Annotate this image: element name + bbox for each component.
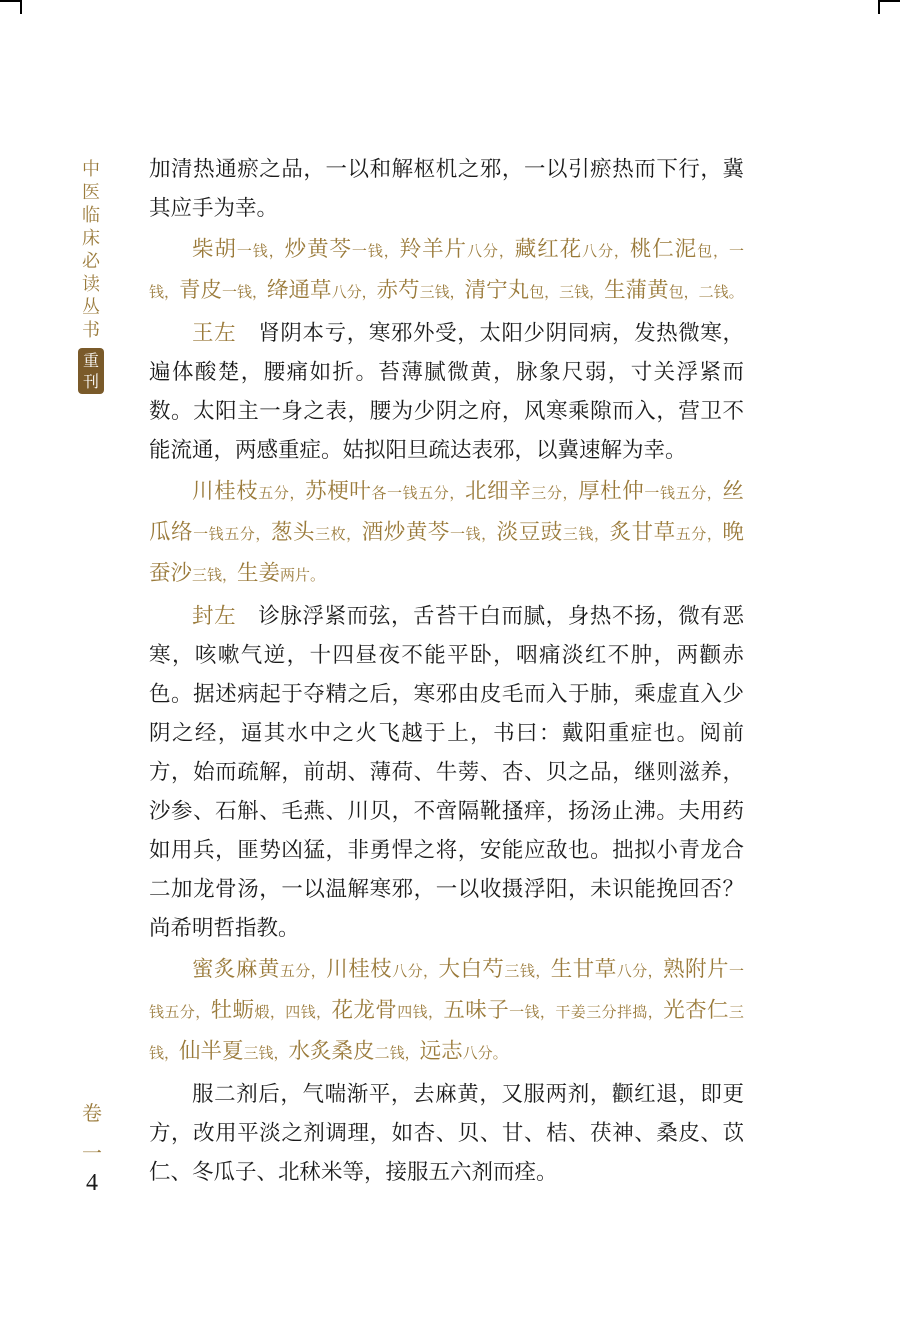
herb-name: 炙甘草 (609, 520, 676, 545)
herb-name: 熟附片 (663, 957, 729, 982)
herb-name: 仙半夏 (179, 1039, 244, 1064)
herb-name: 生蒲黄 (604, 278, 669, 303)
herb-name: 厚杜仲 (578, 479, 645, 504)
volume-label (80, 1093, 104, 1173)
herb-dose: 八分， (582, 242, 630, 260)
herb-dose: 各一钱五分， (371, 484, 465, 502)
herb-dose: 三钱， (149, 1003, 744, 1062)
herb-name: 川桂枝 (326, 957, 393, 982)
patient-name: 王左 (192, 321, 237, 346)
herb-name: 生甘草 (550, 957, 617, 982)
herb-name: 五味子 (443, 998, 510, 1023)
herb-dose: 一钱，干姜三分拌捣， (509, 1003, 664, 1021)
paragraph: 服二剂后，气喘渐平，去麻黄，又服两剂，颧红退，即更方，改用平淡之剂调理，如杏、贝、甘、桔、茯神、桑皮、苡仁、冬瓜子、北秫米等，接服五六剂而痊。 (149, 1082, 744, 1185)
herb-name: 川桂枝 (192, 479, 259, 504)
herb-name: 光杏仁 (663, 998, 729, 1023)
seal-char: 刊 (82, 372, 99, 391)
series-title-char: 床 (82, 228, 100, 249)
herb-name: 水炙桑皮 (288, 1039, 375, 1064)
herb-dose: 三钱， (192, 566, 238, 584)
herb-name: 青皮 (179, 278, 223, 303)
herb-dose: 一钱， (236, 242, 285, 260)
seal-char: 重 (82, 351, 99, 370)
crop-mark (880, 0, 900, 2)
herb-dose: 八分， (616, 962, 664, 980)
series-title-char: 必 (82, 251, 100, 272)
herb-dose: 三钱， (243, 1044, 289, 1062)
herb-dose: 一钱五分， (193, 525, 271, 543)
herb-name: 炒黄芩 (284, 237, 352, 262)
body-text (149, 150, 744, 1194)
herb-name: 晚蚕沙 (149, 520, 744, 586)
herb-dose: 包，一钱， (149, 242, 744, 301)
herb-name: 远志 (419, 1039, 463, 1064)
herb-name: 淡豆豉 (496, 520, 563, 545)
herb-dose: 两片。 (280, 566, 326, 584)
herb-name: 赤芍 (376, 278, 420, 303)
herb-name: 绛通草 (267, 278, 332, 303)
herb-dose: 包，三钱， (529, 283, 605, 301)
herb-dose: 八分， (331, 283, 377, 301)
herb-dose: 三钱， (562, 525, 610, 543)
herb-name: 葱头 (270, 520, 316, 545)
page-number: 4 (86, 1170, 98, 1196)
herb-name: 酒炒黄芩 (361, 520, 450, 545)
herb-name: 藏红花 (514, 237, 583, 262)
herb-name: 丝瓜络 (149, 479, 744, 545)
volume-char: 一 (82, 1141, 102, 1165)
herb-name: 北细辛 (464, 479, 532, 504)
series-title-char: 临 (82, 205, 100, 226)
crop-mark (0, 0, 20, 2)
herb-name: 苏梗叶 (305, 479, 372, 504)
herb-name: 桃仁泥 (629, 237, 698, 262)
herb-name: 大白芍 (438, 957, 505, 982)
herb-dose: 八分。 (462, 1044, 508, 1062)
case-record (149, 314, 744, 470)
herb-dose: 五分， (675, 525, 723, 543)
herb-dose: 五分， (258, 484, 306, 502)
herb-dose: 煅，四钱， (254, 1003, 332, 1021)
case-text: 肾阴本亏，寒邪外受，太阳少阴同病，发热微寒，遍体酸楚，腰痛如折。苔薄腻微黄，脉象尺弱，寸关浮紧而数。太阳主一身之表，腰为少阴之府，风寒乘隙而入，营卫不能流通，两感重症。姑拟阳旦疏达表邪，以冀速解为幸。 (149, 321, 744, 463)
herb-dose: 一钱， (351, 242, 400, 260)
series-title (78, 158, 104, 394)
series-title-char: 丛 (82, 297, 100, 318)
crop-mark (20, 0, 22, 14)
herb-dose: 三钱， (504, 962, 551, 980)
series-title-char: 读 (82, 274, 100, 295)
volume-char: 卷 (82, 1101, 102, 1125)
herb-dose: 包，二钱。 (668, 283, 744, 301)
crop-mark (878, 0, 880, 14)
patient-name: 封左 (192, 604, 237, 629)
case-record (149, 597, 744, 948)
herb-dose: 三枚， (315, 525, 362, 543)
prescription (149, 230, 744, 312)
prescription (149, 950, 744, 1073)
series-title-char: 书 (82, 320, 100, 341)
herb-name: 清宁丸 (464, 278, 530, 303)
herb-dose: 八分， (392, 962, 439, 980)
herb-dose: 五分， (279, 962, 327, 980)
paragraph: 加清热通瘀之品，一以和解枢机之邪，一以引瘀热而下行，冀其应手为幸。 (149, 157, 744, 221)
herb-dose: 八分， (466, 242, 515, 260)
herb-name: 花龙骨 (331, 998, 398, 1023)
herb-dose: 四钱， (397, 1003, 444, 1021)
herb-name: 蜜炙麻黄 (192, 957, 280, 982)
herb-dose: 一钱五分， (149, 962, 744, 1021)
herb-name: 羚羊片 (399, 237, 467, 262)
herb-name: 柴胡 (192, 237, 237, 262)
herb-dose: 一钱， (449, 525, 497, 543)
herb-dose: 二钱， (374, 1044, 420, 1062)
herb-dose: 一钱五分， (644, 484, 723, 502)
herb-dose: 一钱， (222, 283, 268, 301)
series-title-char: 中 (82, 159, 100, 180)
herb-dose: 三钱， (419, 283, 465, 301)
reprint-seal (78, 348, 104, 394)
prescription (149, 472, 744, 595)
herb-dose: 三分， (531, 484, 579, 502)
series-title-char: 医 (82, 182, 100, 203)
case-text: 诊脉浮紧而弦，舌苔干白而腻，身热不扬，微有恶寒，咳嗽气逆，十四昼夜不能平卧，咽痛淡红不肿，两颧赤色。据述病起于夺精之后，寒邪由皮毛而入于肺，乘虚直入少阴之经，逼其水中之火飞越于上，书曰：戴阳重症也。阅前方，始而疏解，前胡、薄荷、牛蒡、杏、贝之品，继则滋养，沙参、石斛、毛燕、川贝，不啻隔靴搔痒，扬汤止沸。夫用药如用兵，匪势凶猛，非勇悍之将，安能应敌也。拙拟小青龙合二加龙骨汤，一以温解寒邪，一以收摄浮阳，未识能挽回否？尚希明哲指教。 (149, 604, 744, 941)
herb-name: 牡蛎 (210, 998, 255, 1023)
herb-name: 生姜 (237, 561, 281, 586)
